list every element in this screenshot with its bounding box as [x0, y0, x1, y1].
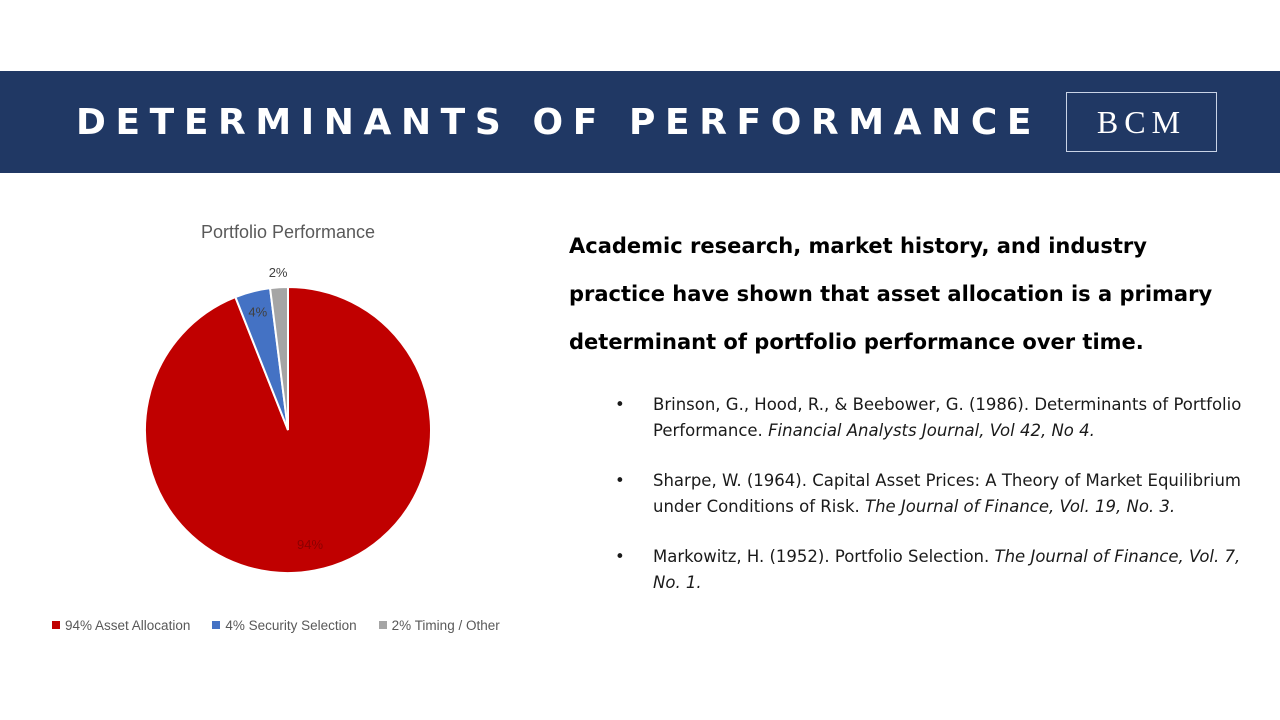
- reference-source: Financial Analysts Journal, Vol 42, No 4.: [768, 420, 1095, 440]
- pie-chart: [140, 262, 440, 582]
- headline-text: Academic research, market history, and industry practice have shown that asset allocation is a primary determinant of portfolio performance over time.: [569, 234, 1213, 354]
- reference-source: The Journal of Finance, Vol. 7, No. 1.: [653, 547, 1241, 592]
- reference-item: [612, 392, 1242, 443]
- pie-data-label-security-selection: 4%: [248, 304, 268, 320]
- reference-text: Brinson, G., Hood, R., & Beebower, G. (1986). Determinants of Portfolio Performance.: [653, 395, 1242, 440]
- legend-label-timing-other: 2% Timing / Other: [391, 617, 500, 633]
- reference-source: The Journal of Finance, Vol. 19, No. 3.: [865, 496, 1176, 516]
- reference-text: Sharpe, W. (1964). Capital Asset Prices: A Theory of Market Equilibrium under Conditions of Risk.: [653, 471, 1242, 516]
- reference-item: [612, 544, 1242, 595]
- logo-text: BCM: [1096, 103, 1187, 140]
- legend-swatch-asset-allocation: [52, 621, 60, 629]
- reference-text: Markowitz, H. (1952). Portfolio Selection.: [653, 547, 995, 566]
- bullet: •: [615, 395, 625, 414]
- bullet: •: [615, 471, 625, 490]
- legend-label-asset-allocation: 94% Asset Allocation: [65, 617, 191, 633]
- legend-label-security-selection: 4% Security Selection: [225, 617, 357, 633]
- reference-item: [612, 468, 1242, 519]
- bcm-logo: [1066, 92, 1217, 152]
- legend-swatch-security-selection: [212, 621, 220, 629]
- legend-item-asset-allocation: [52, 618, 190, 633]
- legend-item-timing-other: [379, 618, 500, 633]
- page-title: DETERMINANTS OF PERFORMANCE: [76, 102, 1042, 143]
- reference-list: [612, 392, 1242, 620]
- legend-item-security-selection: [212, 618, 356, 633]
- bullet: •: [615, 547, 625, 566]
- legend-swatch-timing-other: [379, 621, 387, 629]
- pie-data-label-asset-allocation: 94%: [296, 537, 324, 553]
- chart-legend: [52, 616, 522, 634]
- pie-data-label-timing-other: 2%: [268, 265, 288, 280]
- chart-title: Portfolio Performance: [200, 222, 376, 242]
